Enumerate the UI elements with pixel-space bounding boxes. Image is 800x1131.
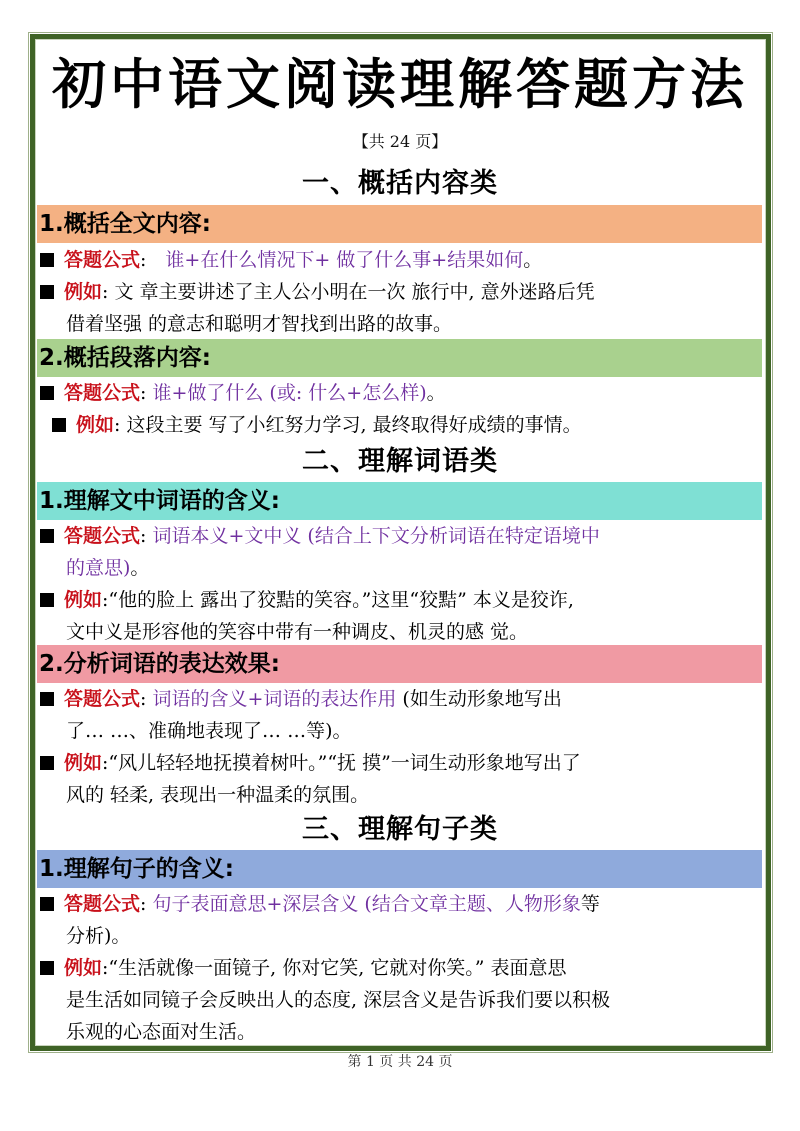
document-title: 初中语文阅读理解答题方法 [52,52,748,116]
formula-label: 答题公式 [64,249,141,271]
formula-item-1-2 [40,377,762,409]
formula-item-1-1 [40,244,762,276]
formula-label: 答题公式 [64,688,141,710]
formula-rest: (如生动形象地写出 [396,688,562,710]
formula-text-cont: 分析)。 [66,925,131,947]
separator: : [140,525,153,547]
example-text-cont-2: 乐观的心态面对生活。 [66,1021,257,1043]
square-bullet-icon [40,692,54,706]
example-text: : 文 章主要讲述了主人公小明在一次 旅行中, 意外迷路后凭 [102,281,595,303]
square-bullet-icon [40,253,54,267]
subsection-banner-2-2: 2.分析词语的表达效果: [37,645,762,683]
square-bullet-icon [40,961,54,975]
example-label: 例如 [64,589,103,611]
example-item-2-2 [40,747,762,811]
punct: 。 [130,557,150,579]
square-bullet-icon [40,285,54,299]
page-footer: 第 1 页 共 24 页 [347,1054,453,1070]
subsection-banner-1-1: 1.概括全文内容: [37,205,762,243]
example-text: : 这段主要 写了小红努力学习, 最终取得好成绩的事情。 [114,414,582,436]
separator: : [140,382,153,404]
square-bullet-icon [40,386,54,400]
formula-text-cont: 的意思) [66,557,131,579]
section-heading-2: 二、理解词语类 [302,446,498,477]
example-label: 例如 [64,281,103,303]
subsection-banner-1-2: 2.概括段落内容: [37,339,762,377]
example-text: :“风儿轻轻地抚摸着树叶。”“抚 摸”一词生动形象地写出了 [102,752,581,774]
punct: 。 [426,382,446,404]
formula-item-3-1 [40,888,762,952]
formula-label: 答题公式 [64,893,141,915]
section-heading-1: 一、概括内容类 [302,168,498,199]
punct: 。 [523,249,543,271]
section-heading-3: 三、理解句子类 [302,814,498,845]
subsection-banner-3-1: 1.理解句子的含义: [37,850,762,888]
formula-text-cont: 了… …、准确地表现了… …等)。 [66,720,352,742]
example-item-1-1 [40,276,762,340]
example-text: :“生活就像一面镜子, 你对它笑, 它就对你笑。” 表面意思 [102,957,567,979]
formula-item-2-2 [40,683,762,747]
square-bullet-icon [52,418,66,432]
square-bullet-icon [40,756,54,770]
formula-text: 谁+在什么情况下+ 做了什么事+结果如何 [146,249,524,271]
square-bullet-icon [40,529,54,543]
formula-text: 谁+做了什么 (或: 什么+怎么样) [152,382,427,404]
page-count-note: 【共 24 页】 [352,132,448,151]
example-label: 例如 [64,957,103,979]
example-label: 例如 [64,752,103,774]
separator: : [140,249,147,271]
formula-label: 答题公式 [64,525,141,547]
example-item-2-1 [40,584,762,648]
example-text-cont: 是生活如同镜子会反映出人的态度, 深层含义是告诉我们要以积极 [66,989,611,1011]
square-bullet-icon [40,897,54,911]
separator: : [140,688,153,710]
example-text-cont: 风的 轻柔, 表现出一种温柔的氛围。 [66,784,370,806]
separator: : [140,893,153,915]
example-item-3-1 [40,952,762,1048]
example-text: :“他的脸上 露出了狡黠的笑容。”这里“狡黠” 本义是狡诈, [102,589,574,611]
example-item-1-2 [52,409,774,441]
square-bullet-icon [40,593,54,607]
subsection-banner-2-1: 1.理解文中词语的含义: [37,482,762,520]
example-text-cont: 文中义是形容他的笑容中带有一种调皮、机灵的感 觉。 [66,621,529,643]
formula-rest: 等 [580,893,600,915]
formula-label: 答题公式 [64,382,141,404]
formula-item-2-1 [40,520,762,584]
formula-text: 词语本义+文中义 (结合上下文分析词语在特定语境中 [152,525,600,547]
example-label: 例如 [76,414,115,436]
formula-text: 词语的含义+词语的表达作用 [152,688,397,710]
formula-text: 句子表面意思+深层含义 (结合文章主题、人物形象 [152,893,581,915]
example-text-cont: 借着坚强 的意志和聪明才智找到出路的故事。 [66,313,453,335]
